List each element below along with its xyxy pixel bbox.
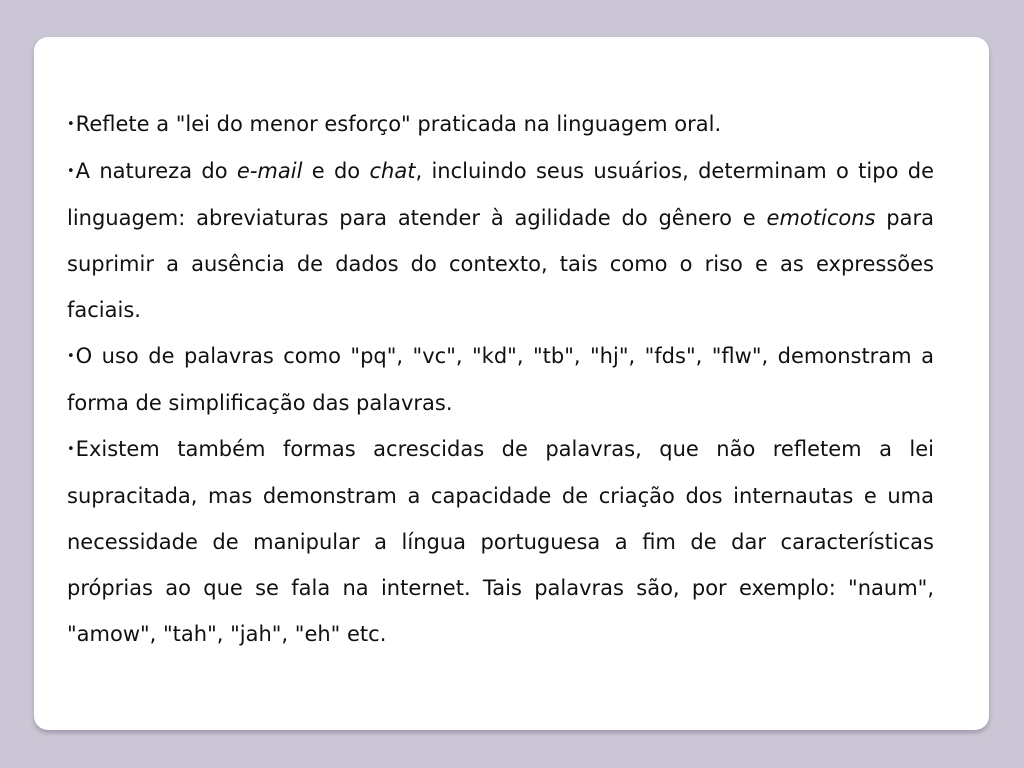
bullet-marker: • <box>67 117 75 132</box>
bullet-marker: • <box>67 164 75 179</box>
bullet-item <box>67 101 934 148</box>
bullet-text: Existem também formas acrescidas de palavras, que não refletem a lei supracitada, mas demonstram a capacidade de criação dos internautas e uma necessidade de manipular a língua portuguesa a fim de dar características próprias ao que se fala na internet. Tais palavras são, por exemplo: "naum", "amow", "tah", "jah", "eh" etc. <box>67 437 934 646</box>
slide-card <box>34 37 989 730</box>
bullet-text: Reflete a "lei do menor esforço" praticada na linguagem oral. <box>75 112 722 136</box>
bullet-marker: • <box>67 349 75 364</box>
bullet-item <box>67 148 934 333</box>
bullet-text: O uso de palavras como "pq", "vc", "kd", "tb", "hj", "fds", "flw", demonstram a forma de simplificação das palavras. <box>67 344 934 415</box>
bullet-item <box>67 333 934 426</box>
bullet-text: , incluindo seus usuários, determinam o tipo de linguagem: abreviaturas para atender à agilidade do gênero e <box>67 159 934 230</box>
italic-term-emoticons: emoticons <box>766 206 876 230</box>
bullet-text: e do <box>302 159 370 183</box>
bullet-marker: • <box>67 442 75 457</box>
bullet-text: para suprimir a ausência de dados do contexto, tais como o riso e as expressões faciais. <box>67 206 934 322</box>
italic-term-chat: chat <box>369 159 416 183</box>
bullet-item <box>67 426 934 657</box>
bullet-text: A natureza do <box>75 159 237 183</box>
bullet-list <box>67 101 934 657</box>
italic-term-email: e-mail <box>236 159 303 183</box>
